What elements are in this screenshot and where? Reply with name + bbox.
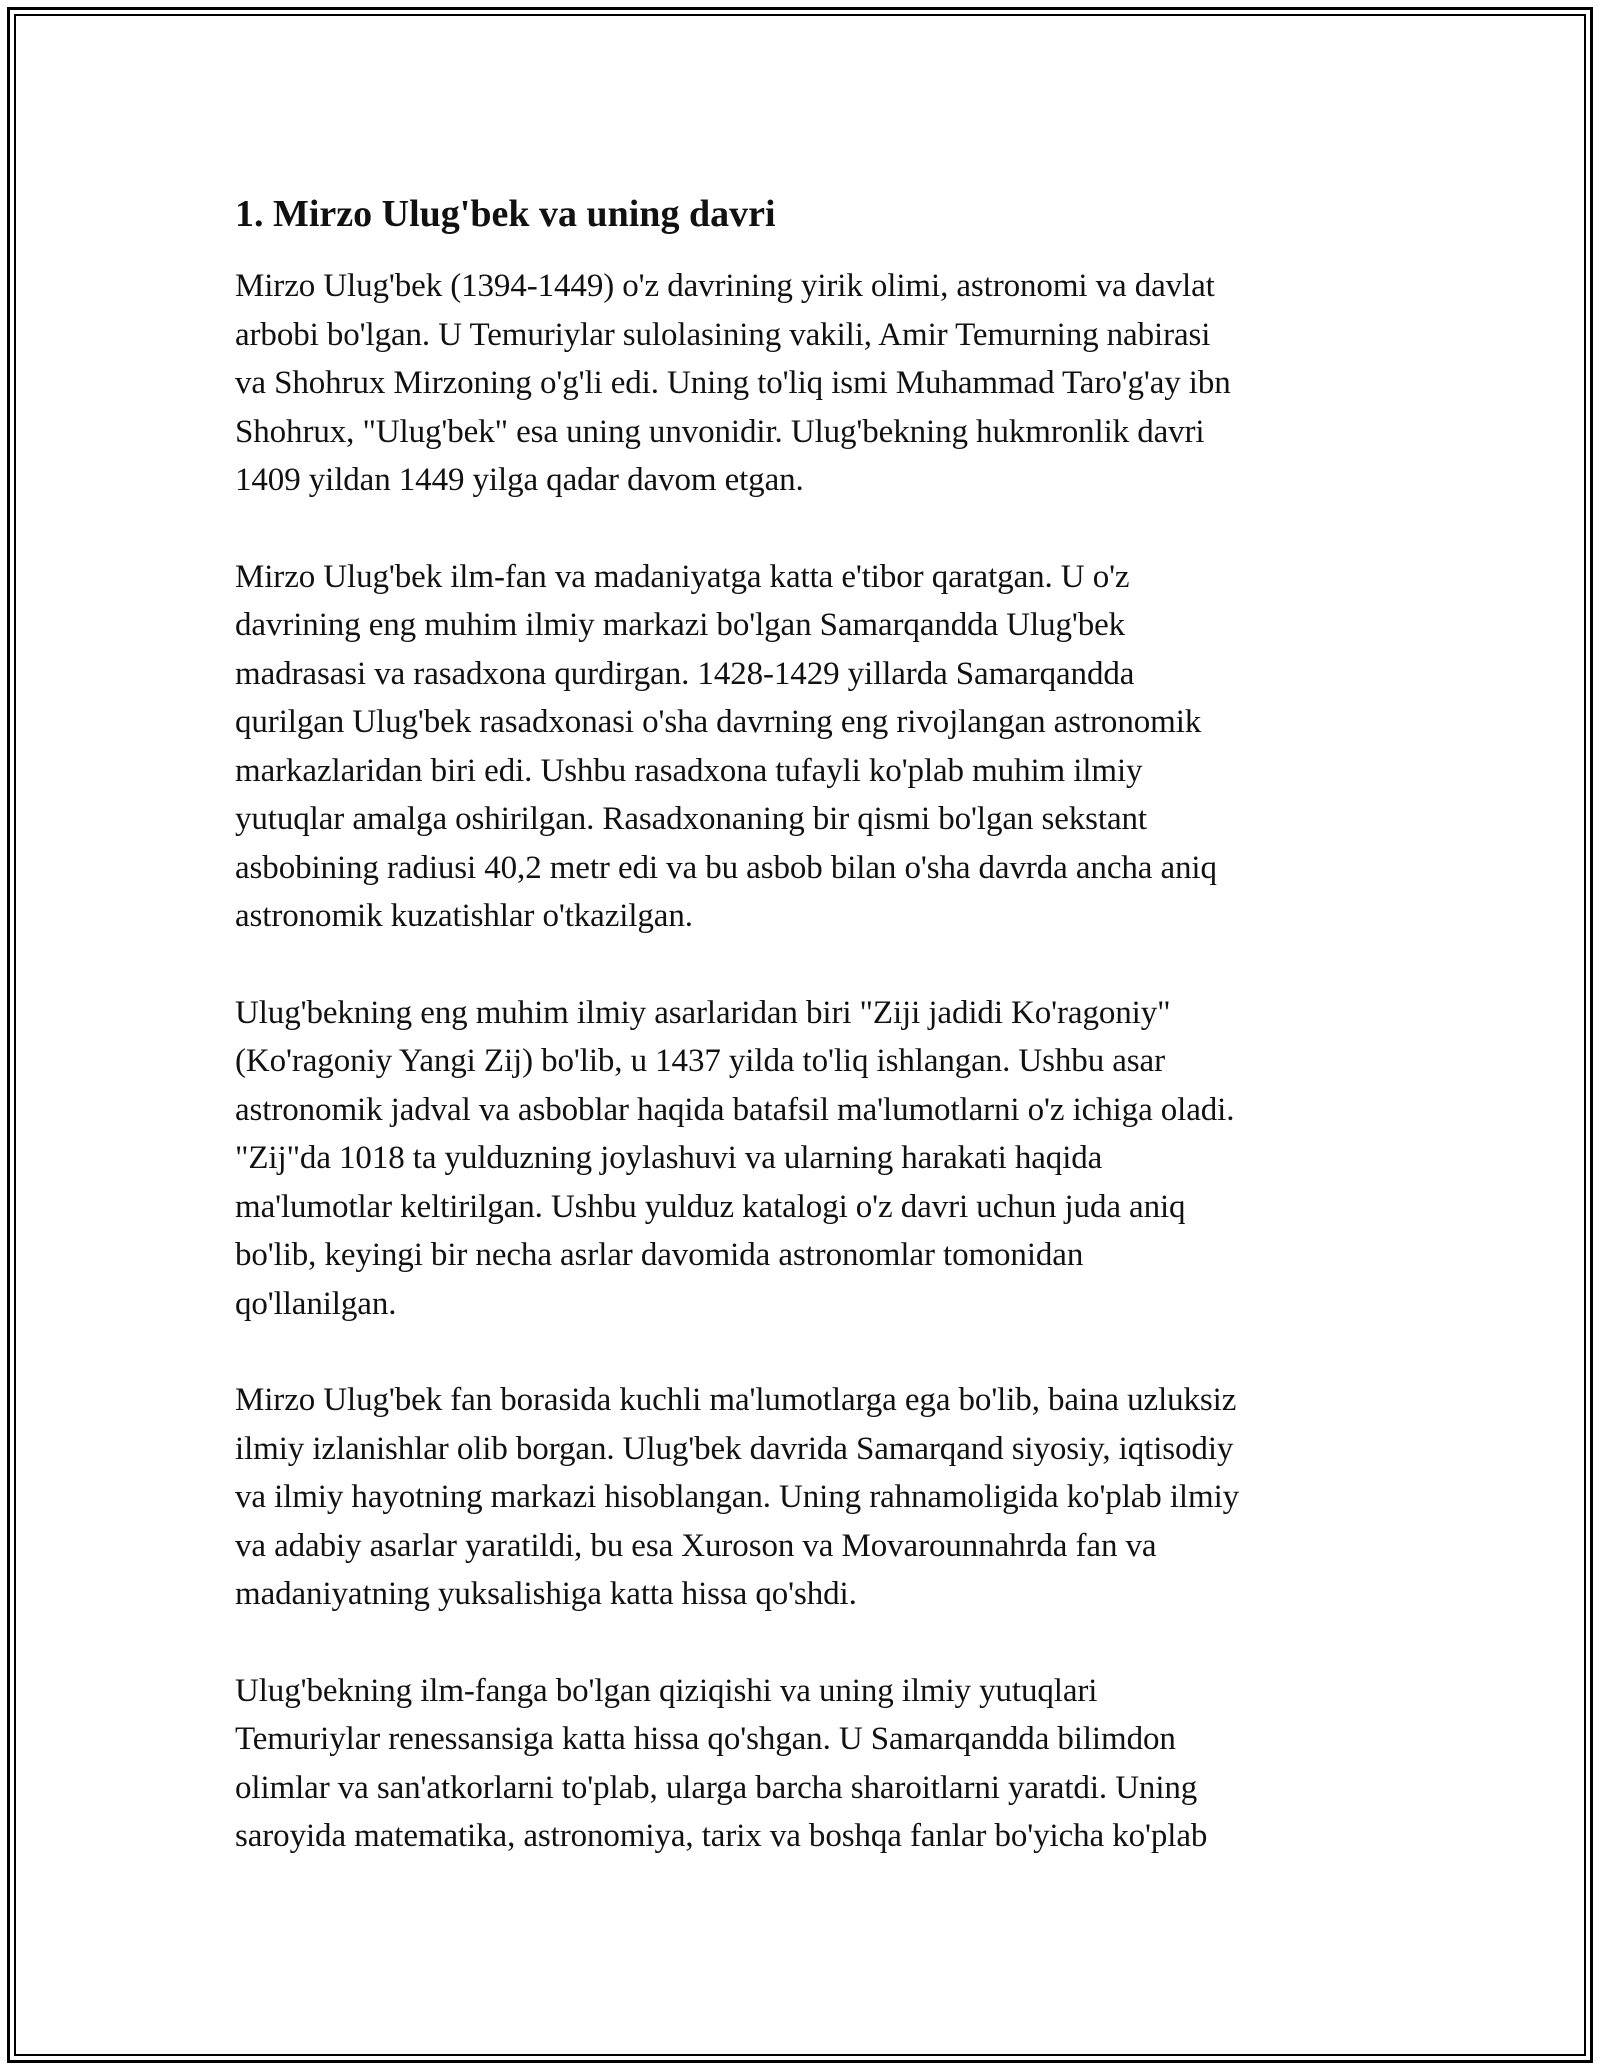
text-line: Mirzo Ulug'bek fan borasida kuchli ma'lumotlarga ega bo'lib, baina uzluksiz [235,1382,1237,1418]
section-heading: 1. Mirzo Ulug'bek va uning davri [235,193,776,235]
text-line: bo'lib, keyingi bir necha asrlar davomida astronomlar tomonidan [235,1237,1084,1273]
paragraph-samarqand [235,1376,1370,1619]
text-line: ilmiy izlanishlar olib borgan. Ulug'bek davrida Samarqand siyosiy, iqtisodiy [235,1430,1234,1467]
text-line: Mirzo Ulug'bek (1394-1449) o'z davrining yirik olimi, astronomi va davlat [235,268,1215,304]
text-line: va Shohrux Mirzoning o'g'li edi. Uning to'liq ismi Muhammad Taro'g'ay ibn [235,365,1231,401]
text-line: olimlar va san'atkorlarni to'plab, ularga barcha sharoitlarni yaratdi. Uning [235,1769,1198,1806]
text-line: ma'lumotlar keltirilgan. Ushbu yulduz katalogi o'z davri uchun juda aniq [235,1188,1186,1225]
paragraph-biography [235,262,1370,505]
paragraph-renaissance [235,1667,1370,1861]
text-line: (Ko'ragoniy Yangi Zij) bo'lib, u 1437 yilda to'liq ishlangan. Ushbu asar [235,1043,1165,1079]
text-line: astronomik jadval va asboblar haqida batafsil ma'lumotlarni o'z ichiga oladi. [235,1091,1235,1128]
text-line: va ilmiy hayotning markazi hisoblangan. Uning rahnamoligida ko'plab ilmiy [235,1479,1240,1515]
text-line: va adabiy asarlar yaratildi, bu esa Xuroson va Movarounnahrda fan va [235,1527,1157,1564]
text-line: davrining eng muhim ilmiy markazi bo'lgan Samarqandda Ulug'bek [235,607,1126,643]
text-line: markazlaridan biri edi. Ushbu rasadxona tufayli ko'plab muhim ilmiy [235,752,1143,789]
text-line: Temuriylar renessansiga katta hissa qo'shgan. U Samarqandda bilimdon [235,1721,1176,1757]
text-line: yutuqlar amalga oshirilgan. Rasadxonaning bir qismi bo'lgan sekstant [235,801,1147,837]
text-line: "Zij"da 1018 ta yulduzning joylashuvi va ularning harakati haqida [235,1140,1103,1176]
text-line: astronomik kuzatishlar o'tkazilgan. [235,898,693,934]
text-line: qurilgan Ulug'bek rasadxonasi o'sha davrning eng rivojlangan astronomik [235,704,1202,740]
text-line: saroyida matematika, astronomiya, tarix va boshqa fanlar bo'yicha ko'plab [235,1818,1208,1854]
text-line: Shohrux, "Ulug'bek" esa uning unvonidir. Ulug'bekning hukmronlik davri [235,413,1205,450]
text-line: qo'llanilgan. [235,1285,397,1322]
document-body [235,188,1370,1909]
paragraph-zij [235,989,1370,1329]
paragraph-observatory [235,553,1370,941]
text-line: Mirzo Ulug'bek ilm-fan va madaniyatga katta e'tibor qaratgan. U o'z [235,558,1130,595]
text-line: arbobi bo'lgan. U Temuriylar sulolasining vakili, Amir Temurning nabirasi [235,316,1211,353]
text-line: Ulug'bekning ilm-fanga bo'lgan qiziqishi va uning ilmiy yutuqlari [235,1672,1098,1709]
text-line: Ulug'bekning eng muhim ilmiy asarlaridan biri "Ziji jadidi Ko'ragoniy" [235,994,1171,1031]
text-line: madrasasi va rasadxona qurdirgan. 1428-1429 yillarda Samarqandda [235,655,1135,692]
text-line: asbobining radiusi 40,2 metr edi va bu asbob bilan o'sha davrda ancha aniq [235,849,1217,886]
text-line: madaniyatning yuksalishiga katta hissa qo'shdi. [235,1576,857,1612]
text-line: 1409 yildan 1449 yilga qadar davom etgan. [235,462,804,498]
